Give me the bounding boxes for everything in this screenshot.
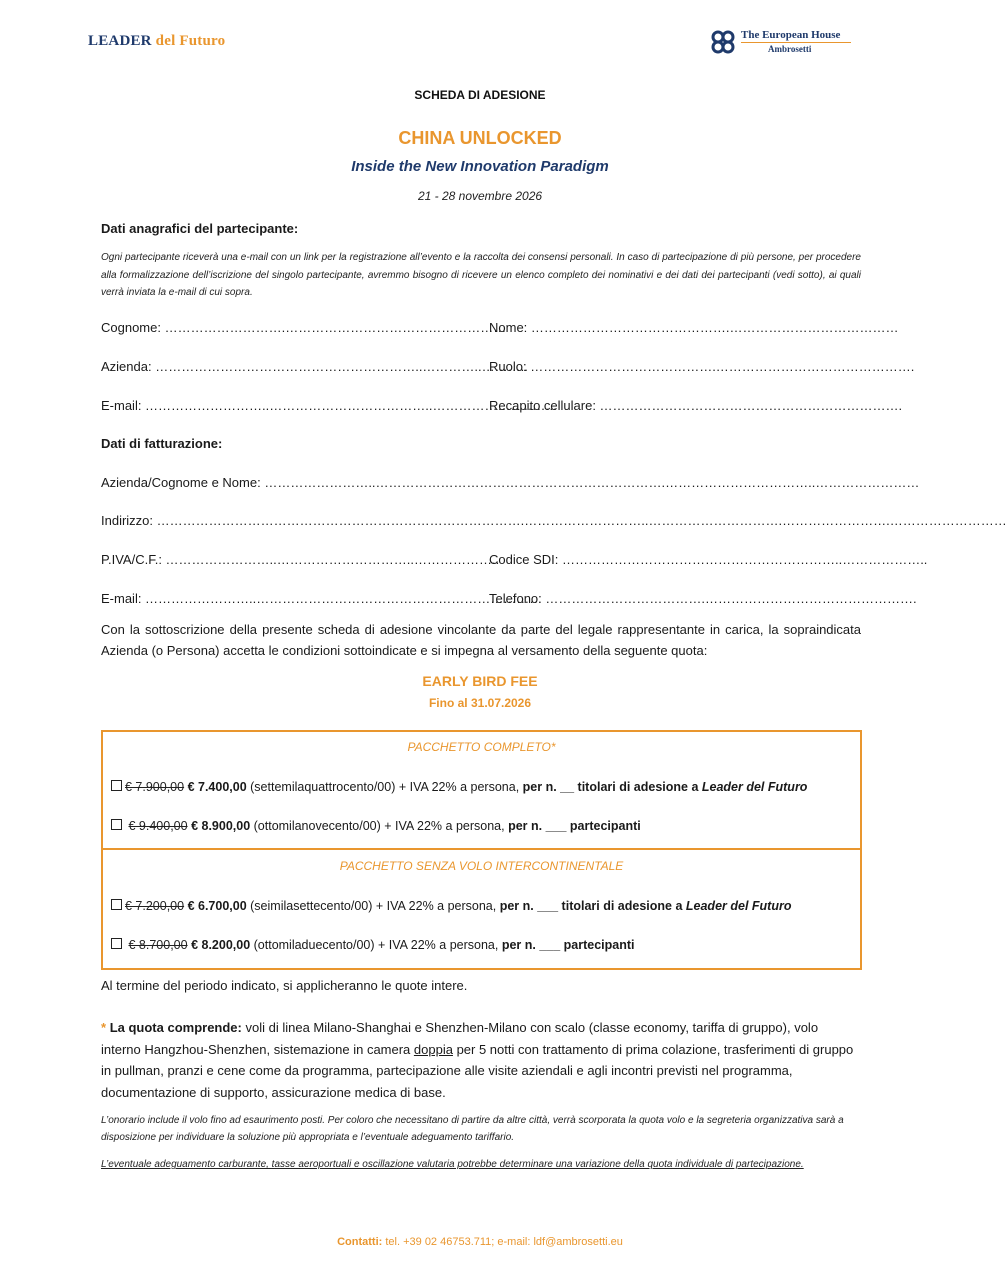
- participant-email-field[interactable]: E-mail: ………………………..………………………………..………………………..: [101, 398, 557, 413]
- role-field[interactable]: Ruolo: …………………………………….……………………………………….: [489, 359, 915, 374]
- surname-field[interactable]: Cognome: ……………………….……………………………………………: [101, 320, 507, 335]
- quota-text-b: per 5 notti con trattamento di prima colazione, trasferimenti di gruppo in pullman, pranzi e cene come da programma, partecipazione alle visite aziendali e agli incontri previsti nel programma, documentazione di supporto, assicurazione medica di base.: [101, 1041, 854, 1100]
- logo-text-del-futuro: del Futuro: [155, 33, 226, 49]
- old-price: € 9.400,00: [128, 819, 188, 833]
- new-price: € 8.900,00: [191, 819, 251, 833]
- billing-email-field[interactable]: E-mail: ……………………..…………………………………………………………: [101, 591, 543, 606]
- price-words: (ottomilanovecento/00) + IVA 22% a persona,: [250, 819, 509, 833]
- fuel-note: L’eventuale adeguamento carburante, tasse aeroportuali e oscillazione valutaria potrebbe determinare una variazione della quota individuale di partecipazione.: [101, 1159, 804, 1170]
- per-n-label: per n. ___ titolari di adesione a: [499, 899, 686, 913]
- logo-subtitle: Ambrosetti: [768, 44, 812, 54]
- package-option[interactable]: [111, 899, 791, 913]
- european-house-ambrosetti-logo: [710, 29, 855, 57]
- name-field[interactable]: Nome: ……………………………………….…………………………………: [489, 320, 899, 335]
- quota-includes-paragraph: [101, 1017, 861, 1103]
- price-words: (seimilasettecento/00) + IVA 22% a persona,: [246, 899, 500, 913]
- package-box-complete: [101, 730, 862, 850]
- package-option[interactable]: [111, 780, 807, 794]
- quota-label: La quota comprende:: [109, 1020, 242, 1035]
- participant-note: Ogni partecipante riceverà una e-mail con un link per la registrazione all’evento e la raccolta dei consensi personali. In caso di partecipazione di più persone, per procedere alla formalizzazione dell’iscrizione del singolo partecipante, avremmo bisogno di ricevere un elenco completo dei nominativi e dei dati dei partecipanti (vedi sotto), ai quali verrà inviata la e-mail di cui sopra.: [101, 252, 861, 298]
- leader-del-futuro-logo: [88, 33, 225, 50]
- package-box-no-flight: [101, 848, 862, 970]
- event-dates: 21 - 28 novembre 2026: [417, 189, 543, 203]
- event-title: CHINA UNLOCKED: [398, 128, 562, 148]
- sdi-code-field[interactable]: Codice SDI: ………………………………………………………..………………..: [489, 552, 928, 567]
- contacts-text: tel. +39 02 46753.711; e-mail: ldf@ambrosetti.eu: [382, 1236, 623, 1248]
- phone-field[interactable]: Telefono: ……………………………….………………………………………….: [489, 591, 917, 606]
- contacts-label: Contatti:: [337, 1236, 383, 1248]
- package-option[interactable]: [111, 819, 641, 833]
- fee-deadline: Fino al 31.07.2026: [428, 696, 532, 710]
- program-name: Leader del Futuro: [685, 899, 792, 913]
- asterisk: *: [101, 1020, 107, 1035]
- vat-field[interactable]: P.IVA/C.F.: ……………………..…………………………..………………..: [101, 552, 500, 567]
- flight-note: L’onorario include il volo fino ad esaurimento posti. Per coloro che necessitano di partire da altre città, verrà scorporata la quota volo e la segreteria organizzativa sarà a disposizione per individuare la soluzione più appropriata e l’eventuale adeguamento tariffario.: [101, 1115, 844, 1143]
- billing-company-name-field[interactable]: Azienda/Cognome e Nome: ……………………..………………………………………………………….……………………………..……………………: [101, 475, 920, 490]
- quota-text-a: voli di linea Milano-Shanghai e Shenzhen-Milano con scalo (classe economy, tariffa di gruppo), volo interno Hangzhou-Shenzhen, sistemazione in camera: [101, 1020, 819, 1057]
- new-price: € 7.400,00: [187, 780, 247, 794]
- price-words: (ottomiladuecento/00) + IVA 22% a persona,: [250, 938, 502, 952]
- event-subtitle: Inside the New Innovation Paradigm: [351, 158, 609, 175]
- logo-divider: [741, 42, 851, 43]
- logo-title: The European House: [741, 29, 841, 41]
- mobile-field[interactable]: Recapito cellulare: …………………………………………………………….: [489, 398, 903, 413]
- checkbox[interactable]: [111, 899, 122, 910]
- company-field[interactable]: Azienda: ……………………………………………………..…………..………..: [101, 359, 528, 374]
- checkbox[interactable]: [111, 780, 122, 791]
- commitment-paragraph: Con la sottoscrizione della presente scheda di adesione vincolante da parte del legale rappresentante in carica, la sopraindicata Azienda (o Persona) accetta le condizioni sottoindicate e si impegna al versamento della seguente quota:: [101, 622, 861, 658]
- old-price: € 8.700,00: [128, 938, 188, 952]
- checkbox[interactable]: [111, 819, 122, 830]
- participant-heading: Dati anagrafici del partecipante:: [101, 221, 299, 236]
- checkbox[interactable]: [111, 938, 122, 949]
- contacts-footer: [0, 1236, 960, 1248]
- billing-address-field[interactable]: Indirizzo: ………………………………………………………………………….………………………..………………………….…………………….………………………: [101, 513, 1007, 528]
- package-heading: PACCHETTO COMPLETO*: [407, 740, 556, 754]
- price-words: (settemilaquattrocento/00) + IVA 22% a persona,: [246, 780, 523, 794]
- quota-text-underlined: doppia: [413, 1041, 453, 1057]
- logo-text-leader: LEADER: [88, 33, 152, 49]
- per-n-label: per n. ___ partecipanti: [501, 938, 635, 952]
- billing-heading: Dati di fatturazione:: [101, 436, 223, 451]
- fee-title: EARLY BIRD FEE: [422, 673, 538, 689]
- new-price: € 8.200,00: [191, 938, 251, 952]
- closing-note: Al termine del periodo indicato, si applicheranno le quote intere.: [101, 978, 468, 993]
- package-heading: PACCHETTO SENZA VOLO INTERCONTINENTALE: [339, 859, 624, 873]
- per-n-label: per n. ___ partecipanti: [508, 819, 641, 833]
- form-title: SCHEDA DI ADESIONE: [414, 88, 546, 102]
- package-option[interactable]: [111, 938, 635, 952]
- per-n-label: per n. __ titolari di adesione a: [522, 780, 702, 794]
- ambrosetti-mark-icon: [710, 29, 740, 55]
- program-name: Leader del Futuro: [701, 780, 808, 794]
- new-price: € 6.700,00: [187, 899, 247, 913]
- old-price: € 7.200,00: [125, 899, 185, 913]
- old-price: € 7.900,00: [125, 780, 185, 794]
